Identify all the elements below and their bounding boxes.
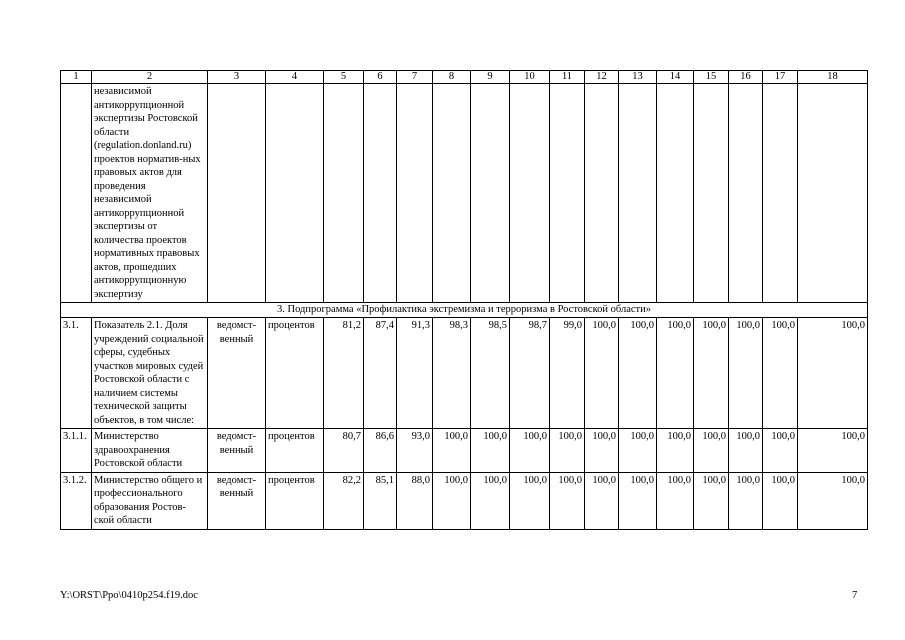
col-header: 4	[266, 71, 324, 84]
value-cell: 100,0	[585, 429, 619, 473]
value-cell: 91,3	[397, 318, 433, 429]
unit-cell: процентов	[266, 318, 324, 429]
table-row	[61, 472, 868, 529]
value-cell: 100,0	[798, 318, 868, 429]
col-header: 16	[729, 71, 763, 84]
section-row	[61, 303, 868, 318]
value-cell: 87,4	[364, 318, 397, 429]
col-header: 3	[208, 71, 266, 84]
indicator-name: Министерство здравоохранения Ростовской области	[92, 429, 208, 473]
indicator-type: ведомст-венный	[208, 318, 266, 429]
col-header: 12	[585, 71, 619, 84]
value-cell: 100,0	[619, 429, 657, 473]
col-header: 5	[324, 71, 364, 84]
value-cell: 100,0	[798, 472, 868, 529]
value-cell: 98,3	[433, 318, 471, 429]
col-header: 18	[798, 71, 868, 84]
value-cell: 100,0	[433, 429, 471, 473]
col-header: 1	[61, 71, 92, 84]
value-cell: 100,0	[763, 429, 798, 473]
section-title: 3. Подпрограмма «Профилактика экстремизма и терроризма в Ростовской области»	[61, 303, 868, 318]
value-cell: 100,0	[694, 429, 729, 473]
value-cell: 86,6	[364, 429, 397, 473]
value-cell: 100,0	[763, 472, 798, 529]
continuation-row	[61, 84, 868, 303]
value-cell: 100,0	[729, 472, 763, 529]
table-row	[61, 429, 868, 473]
value-cell: 100,0	[471, 472, 510, 529]
unit-cell: процентов	[266, 429, 324, 473]
value-cell: 100,0	[657, 472, 694, 529]
value-cell: 85,1	[364, 472, 397, 529]
value-cell: 80,7	[324, 429, 364, 473]
value-cell: 99,0	[550, 318, 585, 429]
indicator-type: ведомст-венный	[208, 472, 266, 529]
value-cell: 100,0	[694, 318, 729, 429]
indicator-table	[60, 70, 868, 530]
indicator-name: Показатель 2.1. Доля учреждений социальной сферы, судебных участков мировых судей Ростовской области с наличием системы технической защиты объектов, в том числе:	[92, 318, 208, 429]
value-cell: 100,0	[471, 429, 510, 473]
col-header: 15	[694, 71, 729, 84]
value-cell: 100,0	[585, 318, 619, 429]
continuation-text: независимой антикоррупционной экспертизы Ростовской области (regulation.donland.ru) проектов норматив-ных правовых актов для проведения независимой антикоррупционной экспертизы от количества проектов нормативных правовых актов, прошедших антикоррупционную экспертизу	[92, 84, 208, 303]
col-header: 17	[763, 71, 798, 84]
value-cell: 100,0	[510, 429, 550, 473]
value-cell: 100,0	[763, 318, 798, 429]
col-header: 14	[657, 71, 694, 84]
value-cell: 100,0	[729, 429, 763, 473]
value-cell: 81,2	[324, 318, 364, 429]
value-cell: 88,0	[397, 472, 433, 529]
col-header: 6	[364, 71, 397, 84]
value-cell: 100,0	[550, 429, 585, 473]
value-cell: 82,2	[324, 472, 364, 529]
value-cell: 93,0	[397, 429, 433, 473]
table-row	[61, 318, 868, 429]
value-cell: 100,0	[619, 318, 657, 429]
value-cell: 100,0	[433, 472, 471, 529]
file-path: Y:\ORST\Ppo\0410p254.f19.doc	[60, 590, 198, 601]
value-cell: 100,0	[510, 472, 550, 529]
column-number-row	[61, 71, 868, 84]
row-number: 3.1.	[61, 318, 92, 429]
col-header: 8	[433, 71, 471, 84]
value-cell: 100,0	[694, 472, 729, 529]
row-number: 3.1.1.	[61, 429, 92, 473]
col-header: 2	[92, 71, 208, 84]
indicator-type: ведомст-венный	[208, 429, 266, 473]
value-cell: 100,0	[657, 429, 694, 473]
value-cell: 98,7	[510, 318, 550, 429]
col-header: 13	[619, 71, 657, 84]
value-cell: 100,0	[798, 429, 868, 473]
value-cell: 100,0	[657, 318, 694, 429]
col-header: 11	[550, 71, 585, 84]
value-cell: 100,0	[729, 318, 763, 429]
value-cell: 98,5	[471, 318, 510, 429]
data-rows	[61, 318, 868, 530]
row-number: 3.1.2.	[61, 472, 92, 529]
unit-cell: процентов	[266, 472, 324, 529]
col-header: 9	[471, 71, 510, 84]
col-header: 7	[397, 71, 433, 84]
value-cell: 100,0	[585, 472, 619, 529]
indicator-name: Министерство общего и профессионального образования Ростов-ской области	[92, 472, 208, 529]
page-number: 7	[852, 590, 858, 601]
value-cell: 100,0	[550, 472, 585, 529]
value-cell: 100,0	[619, 472, 657, 529]
col-header: 10	[510, 71, 550, 84]
